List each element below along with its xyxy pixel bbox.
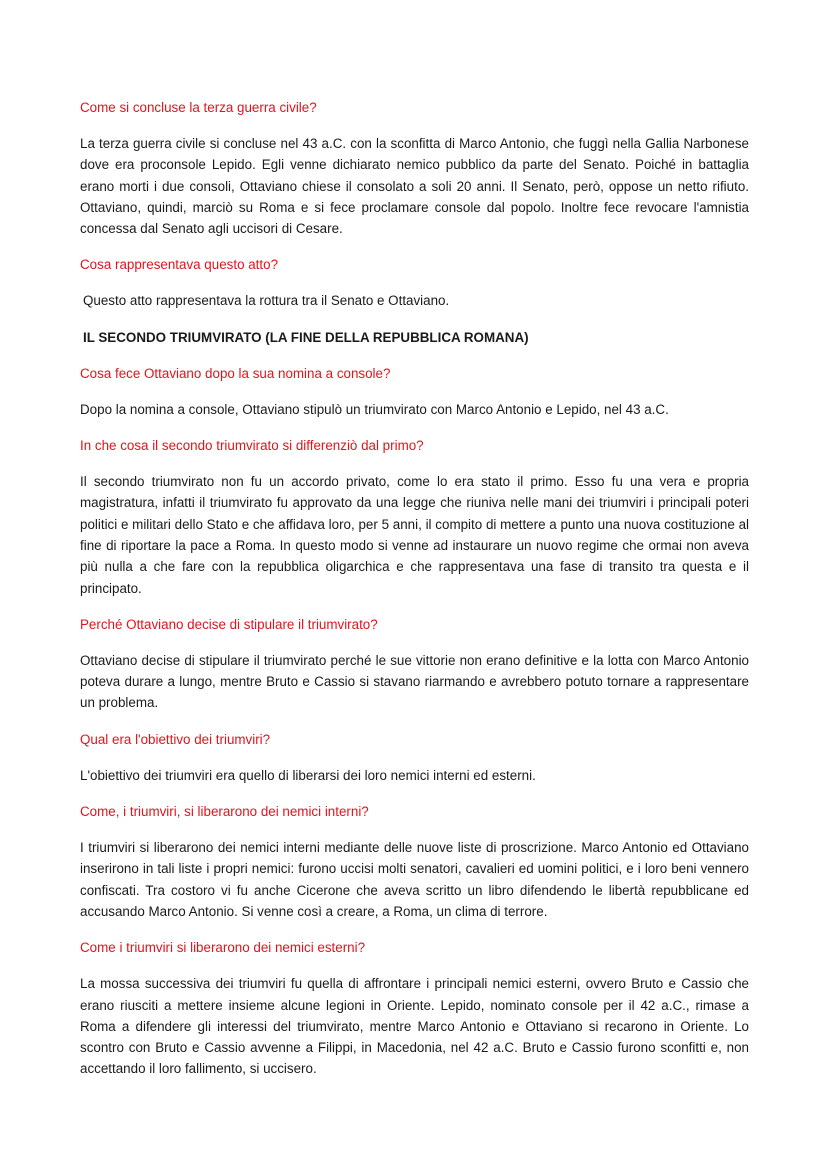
answer-paragraph: I triumviri si liberarono dei nemici interni mediante delle nuove liste di proscrizione. Marco Antonio ed Ottaviano inserirono in tali liste i propri nemici: furono uccisi molti senatori, cavalieri ed uomini politici, e i loro beni vennero confiscati. Tra costoro vi fu anche Cicerone che aveva scritto un libro difendendo le libertà repubblicane ed accusando Marco Antonio. Si venne così a creare, a Roma, un clima di terrore. bbox=[80, 840, 749, 919]
question-heading: In che cosa il secondo triumvirato si differenziò dal primo? bbox=[80, 438, 424, 454]
question-heading: Come si concluse la terza guerra civile? bbox=[80, 100, 317, 115]
question-heading: Perché Ottaviano decise di stipulare il triumvirato? bbox=[80, 616, 378, 632]
question-heading: Come i triumviri si liberarono dei nemici esterni? bbox=[80, 940, 366, 956]
document-body bbox=[80, 97, 749, 1095]
answer-paragraph: La terza guerra civile si concluse nel 43 a.C. con la sconfitta di Marco Antonio, che fuggì nella Gallia Narbonese dove era proconsole Lepido. Egli venne dichiarato nemico pubblico da parte del Senato. Poiché in battaglia erano morti i due consoli, Ottaviano chiese il consolato a soli 20 anni. Il Senato, però, oppose un netto rifiuto. Ottaviano, quindi, marciò su Roma e si fece proclamare console dal popolo. Inoltre fece revocare l'amnistia concessa dal Senato agli uccisori di Cesare. bbox=[80, 136, 749, 237]
answer-paragraph: Dopo la nomina a console, Ottaviano stipulò un triumvirato con Marco Antonio e Lepido, nel 43 a.C. bbox=[80, 401, 669, 417]
answer-paragraph: Ottaviano decise di stipulare il triumvirato perché le sue vittorie non erano definitive e la lotta con Marco Antonio poteva durare a lungo, mentre Bruto e Cassio si stavano riarmando e avrebbero potuto tornare a rappresentare un problema. bbox=[80, 652, 749, 711]
section-heading: IL SECONDO TRIUMVIRATO (LA FINE DELLA REPUBBLICA ROMANA) bbox=[83, 329, 529, 345]
question-heading: Cosa fece Ottaviano dopo la sua nomina a console? bbox=[80, 365, 391, 381]
question-heading: Cosa rappresentava questo atto? bbox=[80, 257, 279, 273]
answer-paragraph: La mossa successiva dei triumviri fu quella di affrontare i principali nemici esterni, ovvero Bruto e Cassio che erano riusciti a mettere insieme alcune legioni in Oriente. Lepido, nominato console per il 42 a.C., rimase a Roma a difendere gli interessi del triumvirato, mentre Marco Antonio e Ottaviano si recarono in Oriente. Lo scontro con Bruto e Cassio avvenne a Filippi, in Macedonia, nel 42 a.C. Bruto e Cassio furono sconfitti e, non accettando il loro fallimento, si uccisero. bbox=[80, 976, 749, 1077]
question-heading: Qual era l'obiettivo dei triumviri? bbox=[80, 731, 271, 747]
question-heading: Come, i triumviri, si liberarono dei nemici interni? bbox=[80, 804, 369, 820]
answer-paragraph: Il secondo triumvirato non fu un accordo privato, come lo era stato il primo. Esso fu una vera e propria magistratura, infatti il triumvirato fu approvato da una legge che riuniva nelle mani dei triumviri i principali poteri politici e militari dello Stato e che affidava loro, per 5 anni, il compito di mettere a punto una nuova costituzione al fine di riportare la pace a Roma. In questo modo si venne ad instaurare un nuovo regime che ormai non aveva più nulla a che fare con la repubblica oligarchica e che rappresentava una fase di transito tra questa e il principato. bbox=[80, 474, 749, 596]
answer-paragraph: Questo atto rappresentava la rottura tra il Senato e Ottaviano. bbox=[83, 293, 450, 309]
answer-paragraph: L'obiettivo dei triumviri era quello di liberarsi dei loro nemici interni ed esterni. bbox=[80, 767, 536, 783]
